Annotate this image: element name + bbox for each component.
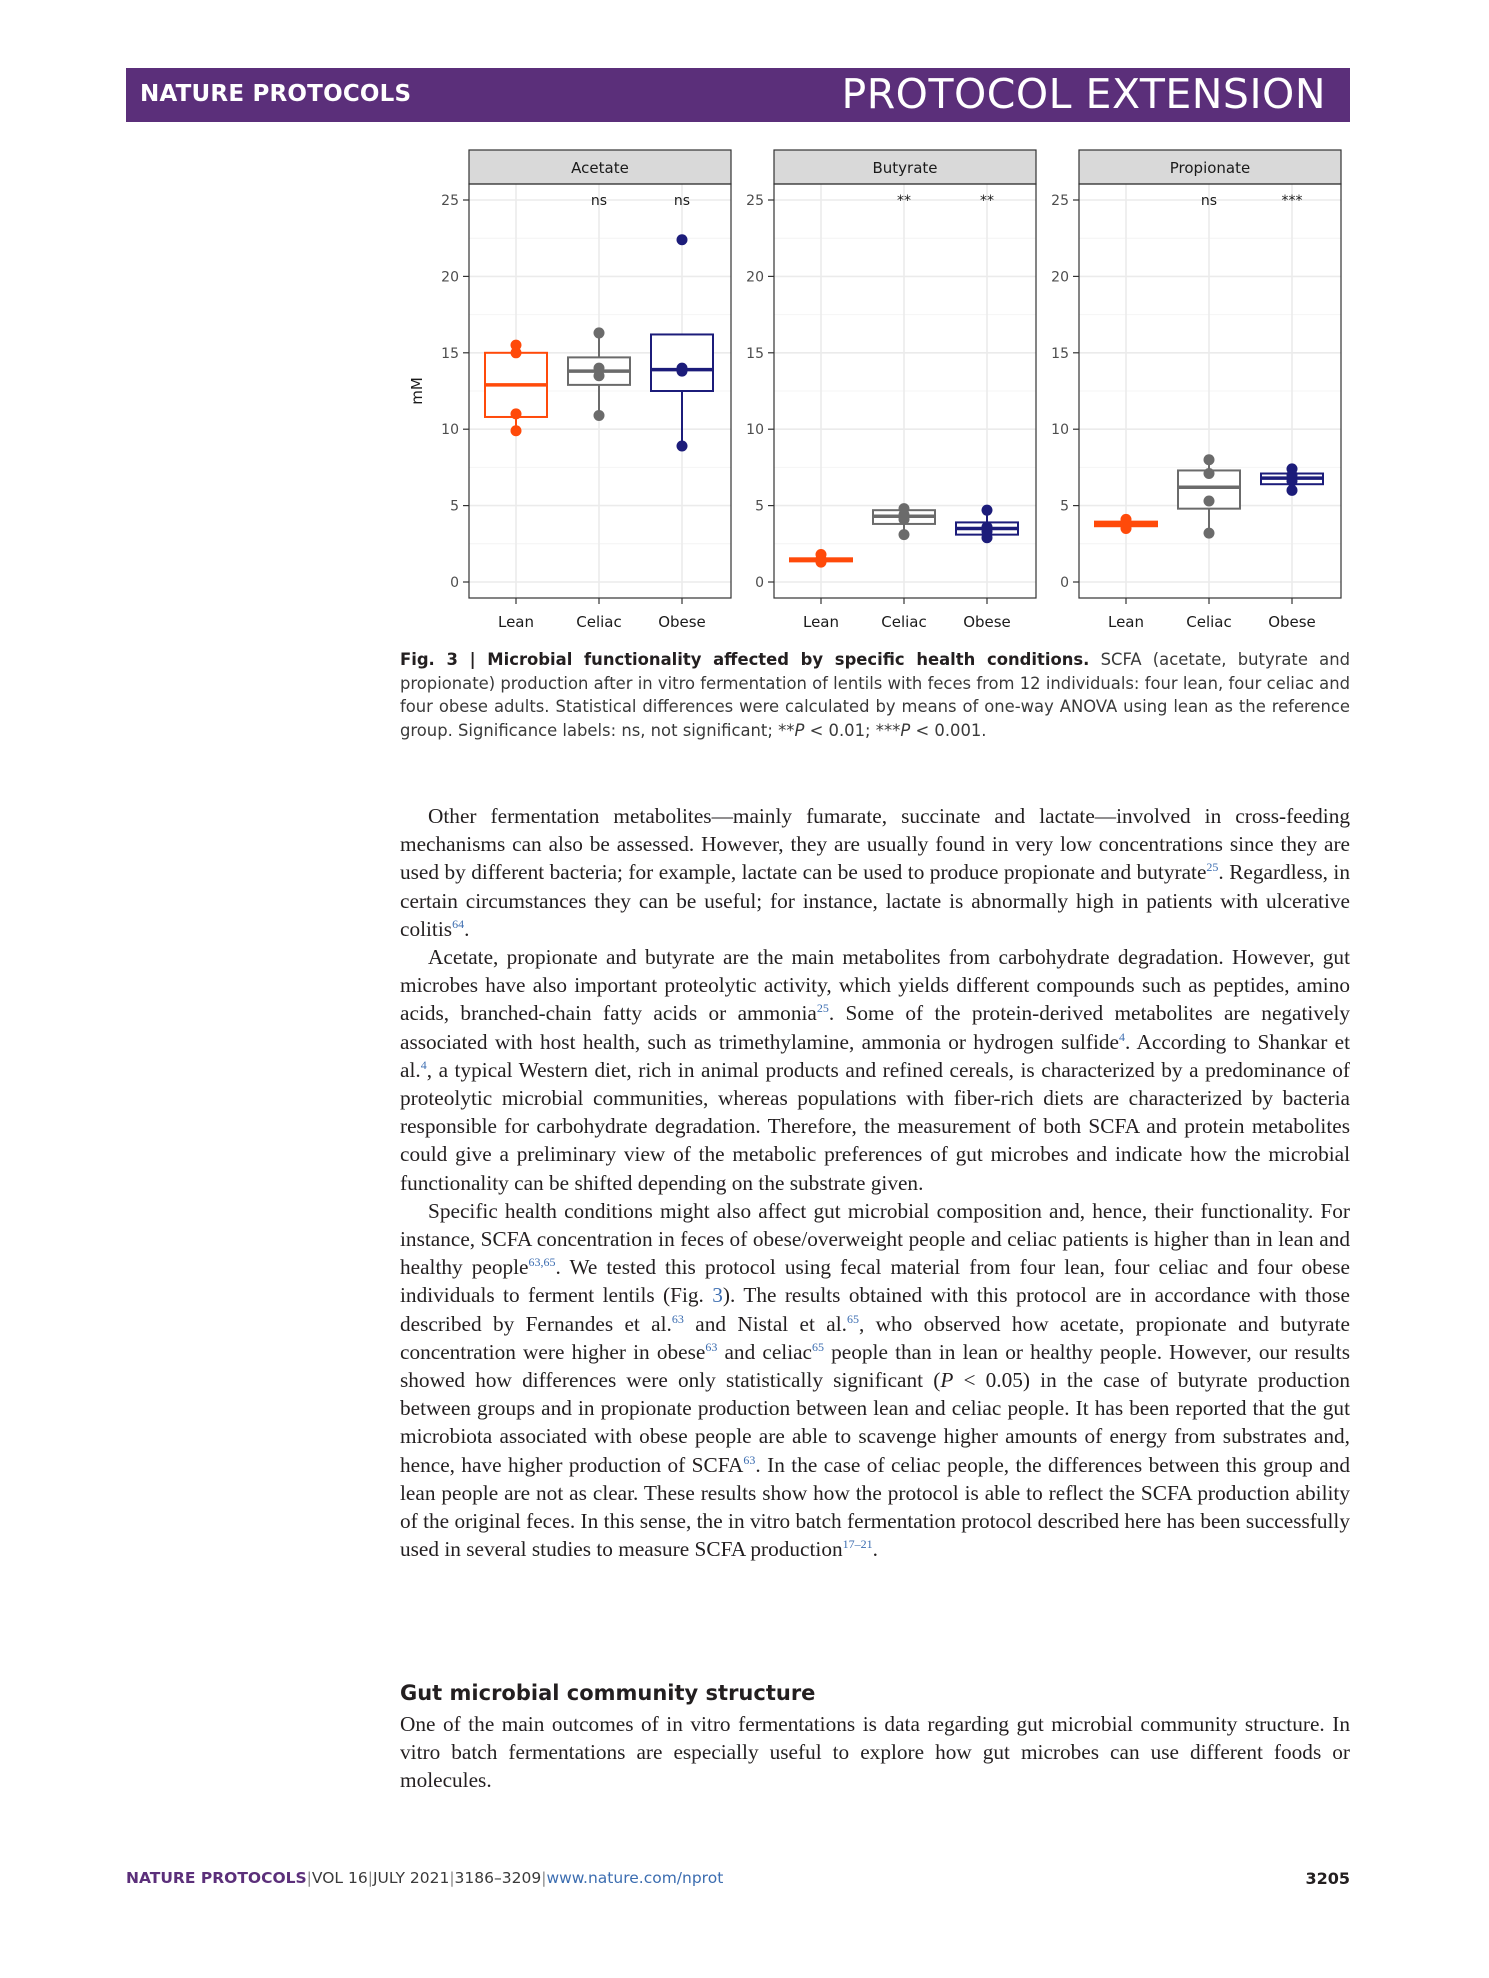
ref-link[interactable]: 63 (743, 1452, 756, 1467)
x-tick-label: Celiac (1186, 613, 1232, 631)
paragraph-2 (400, 943, 1350, 1197)
y-tick-label: 20 (441, 269, 459, 286)
x-tick-label: Celiac (576, 613, 622, 631)
y-tick-label: 5 (1060, 498, 1069, 515)
p1-text-a: Other fermentation metabolites—mainly fumarate, succinate and lactate—involved in cross-feeding mechanisms can also be assessed. However, they are usually found in very low concentrations since they are used by different bacteria; for example, lactate can be used to produce propionate and butyrate (400, 804, 1350, 885)
figure-3-chart (0, 0, 1489, 640)
data-point (677, 234, 688, 245)
footer-sep: | (449, 1869, 455, 1887)
x-tick-label: Celiac (881, 613, 927, 631)
ref-link[interactable]: 65 (846, 1311, 859, 1326)
data-point (677, 441, 688, 452)
paragraph-3 (400, 1197, 1350, 1564)
caption-label: Fig. 3 | Microbial functionality affected by specific health conditions. (400, 650, 1090, 669)
p3-text-d: and Nistal et al. (683, 1311, 847, 1336)
y-tick-label: 20 (1051, 269, 1069, 286)
ref-link[interactable]: 63 (671, 1311, 684, 1326)
data-point (1204, 528, 1215, 539)
caption-p2: P (900, 720, 911, 740)
x-tick-label: Lean (497, 613, 535, 631)
page-number: 3205 (1305, 1869, 1350, 1888)
y-tick-label: 25 (1051, 193, 1069, 209)
data-point (594, 327, 605, 338)
footer-url[interactable]: www.nature.com/nprot (546, 1869, 724, 1887)
data-point (899, 529, 910, 540)
y-tick-label: 0 (1060, 575, 1069, 591)
footer-sep: | (367, 1869, 373, 1887)
figure-link[interactable]: 3 (712, 1283, 723, 1308)
facet-title: Propionate (1169, 159, 1251, 177)
p3-text-i: . In the case of celiac people, the differences between this group and lean people are not as clear. These results show how the protocol is able to reflect the SCFA production ability of the original feces. In this sense, the in vitro batch fermentation protocol described here has been successfully used in several studies to measure SCFA production (400, 1452, 1350, 1562)
subsection-paragraph: One of the main outcomes of in vitro fermentations is data regarding gut microbial community structure. In vitro batch fermentations are especially useful to explore how gut microbes can use different foods or molecules. (400, 1712, 1350, 1793)
data-point (1121, 514, 1132, 525)
x-tick-label: Obese (963, 613, 1011, 631)
y-tick-label: 15 (746, 345, 764, 362)
y-tick-label: 10 (441, 422, 459, 439)
p2-text-a: Acetate, propionate and butyrate are the main metabolites from carbohydrate degradation. However, gut microbes have also important proteolytic activity, which yields different compounds such as peptides, amino acids, branched-chain fatty acids or ammonia (400, 945, 1350, 1026)
footer-volume: VOL 16 (311, 1869, 368, 1887)
ref-link[interactable]: 64 (452, 916, 465, 931)
ref-link[interactable]: 4 (1118, 1029, 1125, 1044)
y-tick-label: 15 (1051, 345, 1069, 362)
p1-text-b: . Regardless, in certain circumstances they can be useful; for instance, lactate is abnormally high in patients with ulcerative colitis (400, 860, 1350, 941)
p3-text-a: Specific health conditions might also affect gut microbial composition and, hence, their functionality. For instance, SCFA concentration in feces of obese/overweight people and celiac patients is higher than in lean and healthy people (400, 1198, 1350, 1280)
data-point (594, 363, 605, 374)
data-point (899, 503, 910, 514)
ref-link[interactable]: 17–21 (842, 1537, 873, 1552)
caption-text-1: SCFA (acetate, butyrate and propionate) production after in vitro fermentation of lentils with feces from 12 individuals: four lean, four celiac and four obese adults. Statistical differences were calculated by means of one-way ANOVA using lean as the reference group. Significance labels: ns, not significant; ** (400, 650, 1350, 740)
significance-label: *** (1281, 193, 1303, 209)
p2-text-b: . Some of the protein-derived metabolites are negatively associated with host health, such as trimethylamine, ammonia or hydrogen sulfide (400, 1001, 1351, 1054)
p3-text-h: < 0.05) in the case of butyrate production between groups and in propionate production between lean and celiac people. It has been reported that the gut microbiota associated with obese people are able to scavenge higher amounts of energy from substrates and, hence, have higher production of SCFA (400, 1368, 1351, 1477)
data-point (1287, 463, 1298, 474)
caption-text-2: < 0.01; *** (804, 720, 901, 740)
ref-link[interactable]: 65 (812, 1339, 825, 1354)
x-tick-label: Obese (1268, 613, 1316, 631)
significance-label: ns (673, 193, 691, 209)
data-point (677, 363, 688, 374)
y-tick-label: 0 (450, 575, 459, 591)
y-tick-label: 5 (450, 498, 459, 515)
y-tick-label: 10 (746, 422, 764, 439)
x-tick-label: Lean (802, 613, 840, 631)
p3-p-italic: P (940, 1368, 954, 1393)
data-point (816, 549, 827, 560)
p3-text-e: , who observed how acetate, propionate and butyrate concentration were higher in obese (400, 1311, 1350, 1364)
y-axis-title: mM (408, 377, 426, 405)
ref-link[interactable]: 63 (705, 1339, 718, 1354)
x-tick-label: Obese (658, 613, 706, 631)
data-point (982, 505, 993, 516)
caption-p1: P (794, 720, 805, 740)
footer-sep: | (541, 1869, 547, 1887)
data-point (982, 521, 993, 532)
y-tick-label: 5 (755, 498, 764, 515)
p3-text-f: and celiac (717, 1339, 813, 1364)
footer (126, 1869, 723, 1887)
ref-link[interactable]: 25 (816, 1001, 829, 1016)
ref-link[interactable]: 63,65 (528, 1255, 556, 1270)
caption-text-3: < 0.001. (910, 720, 987, 740)
footer-journal: NATURE PROTOCOLS (126, 1869, 307, 1887)
p2-text-d: , a typical Western diet, rich in animal products and refined cereals, is characterized by a predominance of proteolytic microbial communities, whereas populations with fiber-rich diets are characterized by bacteria responsible for carbohydrate degradation. Therefore, the measurement of both SCFA and protein metabolites could give a preliminary view of the metabolic preferences of gut microbes and indicate how the microbial functionality can be shifted depending on the substrate given. (400, 1057, 1350, 1195)
subsection-body (400, 1710, 1350, 1795)
data-point (1204, 496, 1215, 507)
section-label: PROTOCOL EXTENSION (841, 70, 1326, 118)
significance-label: ** (897, 193, 911, 209)
p3-text-c: ). The results obtained with this protocol are in accordance with those described by Fernandes et al. (400, 1283, 1350, 1336)
body-text (400, 802, 1350, 1563)
significance-label: ** (980, 193, 994, 209)
figure-caption (400, 648, 1350, 742)
p3-text-g: people than in lean or healthy people. However, our results showed how differences were only statistically significant ( (400, 1339, 1350, 1393)
significance-label: ns (1200, 193, 1218, 209)
p3-text-j: . (872, 1537, 878, 1562)
y-tick-label: 0 (755, 575, 764, 591)
significance-label: ns (590, 193, 608, 209)
data-point (511, 408, 522, 419)
data-point (511, 425, 522, 436)
y-tick-label: 15 (441, 345, 459, 362)
y-tick-label: 25 (441, 193, 459, 209)
footer-pages: 3186–3209 (454, 1869, 542, 1887)
p3-text-b: . We tested this protocol using fecal material from four lean, four celiac and four obese individuals to ferment lentils (Fig. (400, 1255, 1351, 1308)
x-tick-label: Lean (1107, 613, 1145, 631)
data-point (511, 340, 522, 351)
data-point (1204, 454, 1215, 465)
ref-link[interactable]: 4 (420, 1057, 427, 1072)
footer-sep: | (306, 1869, 312, 1887)
y-tick-label: 20 (746, 269, 764, 286)
y-tick-label: 10 (1051, 422, 1069, 439)
data-point (1204, 468, 1215, 479)
p1-text-c: . (464, 916, 470, 941)
subsection-title: Gut microbial community structure (400, 1681, 816, 1705)
y-tick-label: 25 (746, 193, 764, 209)
p2-text-c: . According to Shankar et al. (400, 1029, 1350, 1082)
ref-link[interactable]: 25 (1206, 860, 1219, 875)
journal-name: NATURE PROTOCOLS (140, 81, 412, 107)
footer-date: JULY 2021 (372, 1869, 450, 1887)
data-point (594, 410, 605, 421)
facet-title: Acetate (571, 159, 629, 177)
paragraph-1 (400, 802, 1350, 943)
facet-title: Butyrate (872, 159, 938, 177)
